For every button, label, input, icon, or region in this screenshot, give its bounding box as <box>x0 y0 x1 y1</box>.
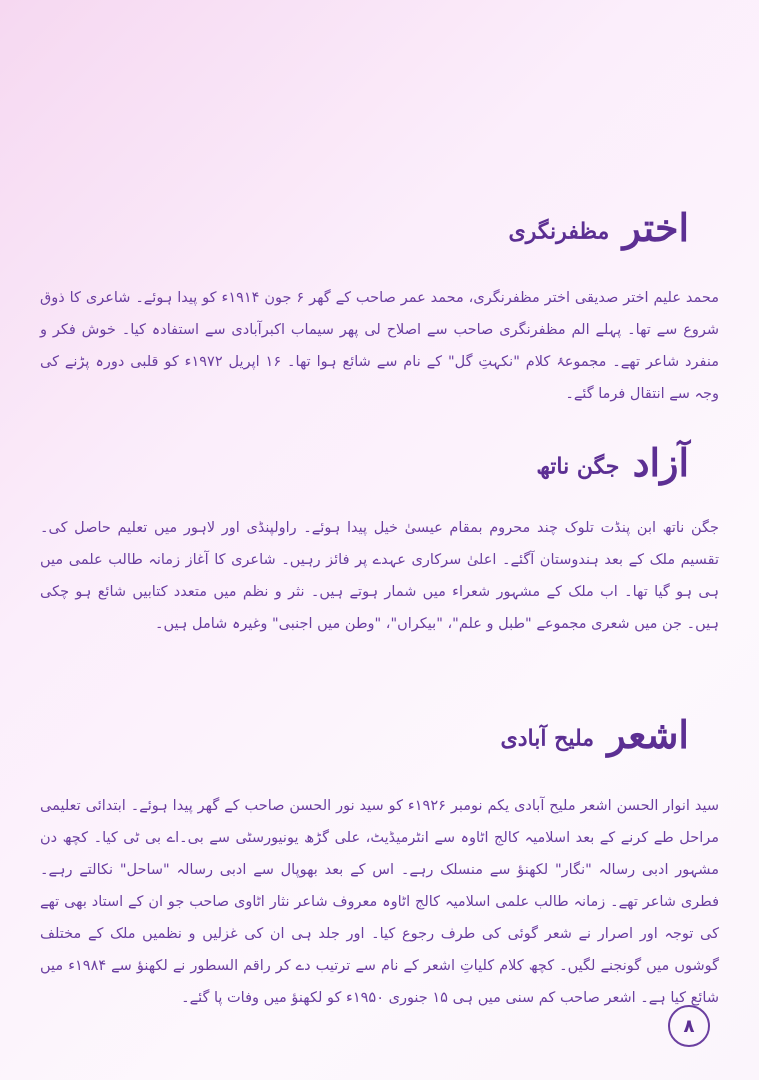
heading-title: اختر <box>622 205 689 250</box>
paragraph-akhtar: محمد علیم اختر صدیقی اختر مظفرنگری، محمد عمر صاحب کے گھر ۶ جون ۱۹۱۴ء کو پیدا ہوئے۔ شاعری کا ذوق شروع سے تھا۔ پہلے الم مظفرنگری صاحب سے اصلاح لی پھر سیماب اکبرآبادی سے استفادہ کیا۔ خوش فکر و منفرد شاعر تھے۔ مجموعۂ کلام "نکہتِ گل" کے نام سے شائع ہوا تھا۔ ۱۶ اپریل ۱۹۷۲ء کو قلبی دورہ پڑنے کی وجہ سے انتقال فرما گئے۔ <box>40 290 719 402</box>
paragraph-ashar: سید انوار الحسن اشعر ملیح آبادی یکم نومبر ۱۹۲۶ء کو سید نور الحسن صاحب کے گھر پیدا ہوئے۔ ابتدائی تعلیمی مراحل طے کرنے کے بعد اسلامیہ کالج اٹاوہ سے انٹرمیڈیٹ، علی گڑھ یونیورسٹی سے بی۔اے بی ٹی کیا۔ کچھ دن مشہور ادبی رسالہ "نگار" لکھنؤ سے منسلک رہے۔ اس کے بعد بھوپال سے ادبی رسالہ "ساحل" نکالتے رہے۔ فطری شاعر تھے۔ زمانہ طالب علمی اسلامیہ کالج اٹاوہ معروف شاعر نثار اٹاوی صاحب جو ان کے استاد بھی تھے کی توجہ اور اصرار نے شعر گوئی کی طرف رجوع کیا۔ اور جلد ہی ان کی غزلیں و نظمیں ملک کے مختلف گوشوں میں گونجنے لگیں۔ کچھ کلام کلیاتِ اشعر کے نام سے ترتیب دے کر راقم السطور نے لکھنؤ سے ۱۹۸۴ء میں شائع کیا ہے۔ اشعر صاحب کم سنی میں ہی ۱۵ جنوری ۱۹۵۰ء کو لکھنؤ میں وفات پا گئے۔ <box>40 798 720 1006</box>
paragraph-azad: جگن ناتھ ابن پنڈت تلوک چند محروم بمقام عیسیٰ خیل پیدا ہوئے۔ راولپنڈی اور لاہور میں تعلیم حاصل کی۔ تقسیم ملک کے بعد ہندوستان آگئے۔ اعلیٰ سرکاری عہدے پر فائز رہیں۔ شاعری کا آغاز زمانہ طالب علمی میں ہی ہو گیا تھا۔ اب ملک کے مشہور شعراء میں شمار ہوتے ہیں۔ نثر و نظم میں متعدد کتابیں شائع ہو چکی ہیں۔ جن میں شعری مجموعے "طبل و علم"، "بیکراں"، "وطن میں اجنبی" وغیرہ شامل ہیں۔ <box>40 520 719 632</box>
heading-title: اشعر <box>607 712 689 757</box>
heading-title: آزاد <box>632 440 689 485</box>
heading-ashar <box>501 712 689 757</box>
heading-subtitle: جگن ناتھ <box>536 453 620 480</box>
heading-akhtar <box>509 205 689 250</box>
heading-subtitle: مظفرنگری <box>508 218 610 245</box>
page-number: ۸ <box>668 1005 710 1047</box>
heading-subtitle: ملیح آبادی <box>500 725 595 752</box>
heading-azad <box>536 440 689 485</box>
